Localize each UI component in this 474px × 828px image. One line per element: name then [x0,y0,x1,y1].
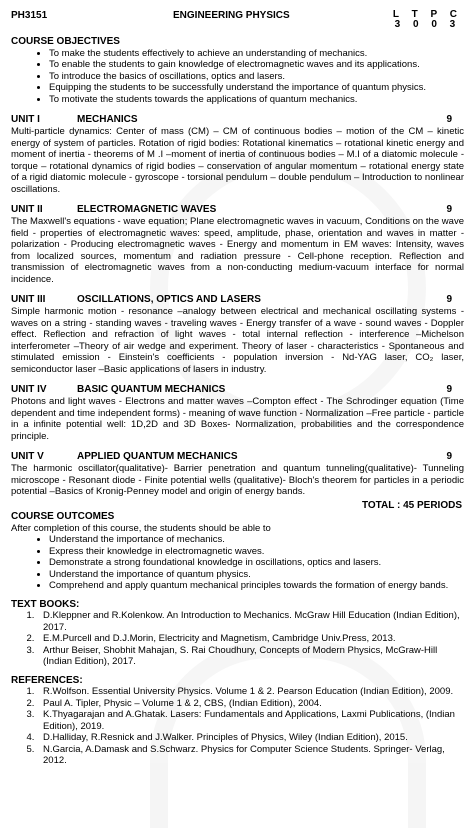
unit-heading [11,384,464,396]
textbook-item: 2. E.M.Purcell and D.J.Morin, Electricity and Magnetism, Cambridge Univ.Press, 2013. [37,633,464,645]
outcomes-heading: COURSE OUTCOMES [11,511,115,522]
unit-title: OSCILLATIONS, OPTICS AND LASERS [77,294,261,305]
unit-title: BASIC QUANTUM MECHANICS [77,384,226,395]
unit-content: Simple harmonic motion - resonance –analogy between electrical and mechanical oscillating systems - waves on a string - standing waves - traveling waves - Energy transfer of a wave - sound waves - Doppler effect. Reflection and refraction of light waves - total internal reflection - interference –Michelson interferometer –Theory of air wedge and experiment. Theory of laser - characteristics - Spontaneous and stimulated emission - Einstein's coefficients - population inversion - Nd-YAG laser, CO₂ laser, semiconductor laser –Basic applications of lasers in industry. [11,306,464,375]
ltpc-block [393,10,462,30]
unit-3 [11,294,464,375]
unit-heading [11,114,464,126]
unit-hours: 9 [446,294,452,305]
course-outcomes [11,511,464,592]
ltpc-letters: L T P C [392,9,462,20]
syllabus-page [11,8,464,767]
ltpc-values: 3 0 0 3 [394,19,461,30]
objective-item: • To motivate the students towards the applications of quantum mechanics. [49,94,464,106]
objective-item: • To make the students effectively to achieve an understanding of mechanics. [49,48,464,60]
objective-item: • To enable the students to gain knowledge of electromagnetic waves and its applications. [49,59,464,71]
textbook-item: 3. Arthur Beiser, Shobhit Mahajan, S. Rai Choudhury, Concepts of Modern Physics, McGraw-Hill (Indian Edition), 2017. [37,645,464,668]
unit-heading [11,451,464,463]
unit-4 [11,384,464,442]
total-periods: TOTAL : 45 PERIODS [361,499,462,511]
textbooks-heading: TEXT BOOKS: [11,598,80,610]
unit-content: The harmonic oscillator(qualitative)- Barrier penetration and quantum tunneling(qualitative)- Tunneling microscope - Resonant diode - Finite potential wells (qualitative)- Bloch's theorem for particles in a periodic potential –Basics of Kronig-Penney model and origin of energy bands. [11,463,464,497]
reference-item: 5. N.Garcia, A.Damask and S.Schwarz. Physics for Computer Science Students. Springer- Verlag, 2012. [37,744,464,767]
unit-content: Photons and light waves - Electrons and matter waves –Compton effect - The Schrodinger equation (Time dependent and time independent forms) - meaning of wave function - Normalization –Free particle - particle in a infinite potential well: 1D,2D and 3D Boxes- Normalization, probabilities and the correspondence principle. [11,396,464,442]
outcome-item: • Express their knowledge in electromagnetic waves. [49,546,464,558]
objectives-list [11,48,464,106]
outcomes-list [11,534,464,592]
unit-title: ELECTROMAGNETIC WAVES [77,204,217,215]
reference-item: 4. D.Halliday, R.Resnick and J.Walker. Principles of Physics, Wiley (Indian Edition), 2015. [37,732,464,744]
references [11,675,464,767]
unit-2 [11,204,464,285]
unit-hours: 9 [446,384,452,395]
textbook-item: 1. D.Kleppner and R.Kolenkow. An Introduction to Mechanics. McGraw Hill Education (Indian Edition), 2017. [37,610,464,633]
unit-number: UNIT I [11,114,40,125]
reference-item: 2. Paul A. Tipler, Physic – Volume 1 & 2, CBS, (Indian Edition), 2004. [37,698,464,710]
outcomes-intro: After completion of this course, the students should be able to [11,522,271,534]
unit-content: The Maxwell's equations - wave equation; Plane electromagnetic waves in vacuum, Conditions on the wave field - properties of electromagnetic waves: speed, amplitude, phase, orientation and waves in matter - polarization - Producing electromagnetic waves - Energy and momentum in EM waves: Intensity, waves from localized sources, momentum and radiation pressure - Cell-phone reception. Reflection and transmission of electromagnetic waves from a non-conducting medium-vacuum interface for normal incidence. [11,216,464,285]
text-books [11,599,464,668]
outcome-item: • Understand the importance of quantum physics. [49,569,464,581]
references-list [11,686,464,767]
course-objectives [11,36,464,105]
textbooks-list [11,610,464,668]
outcome-item: • Understand the importance of mechanics. [49,534,464,546]
course-code: PH3151 [11,10,48,21]
reference-item: 3. K.Thyagarajan and A.Ghatak. Lasers: Fundamentals and Applications, Laxmi Publications, (Indian Edition), 2019. [37,709,464,732]
objective-item: • Equipping the students to be successfully understand the importance of quantum physics. [49,82,464,94]
unit-title: APPLIED QUANTUM MECHANICS [77,451,238,462]
unit-heading [11,294,464,306]
references-heading: REFERENCES: [11,674,83,686]
unit-number: UNIT III [11,294,46,305]
unit-5 [11,451,464,498]
course-header [11,8,464,36]
objectives-heading: COURSE OBJECTIVES [11,36,120,47]
outcome-item: • Comprehend and apply quantum mechanical principles towards the formation of energy bands. [49,580,464,592]
unit-title: MECHANICS [77,114,138,125]
reference-item: 1. R.Wolfson. Essential University Physics. Volume 1 & 2. Pearson Education (Indian Edition), 2009. [37,686,464,698]
unit-hours: 9 [446,204,452,215]
unit-number: UNIT IV [11,384,47,395]
unit-content: Multi-particle dynamics: Center of mass (CM) – CM of continuous bodies – motion of the CM – kinetic energy of system of particles. Rotation of rigid bodies: Rotational kinematics – rotational kinetic energy and moment of inertia - theorems of M .I –moment of inertia of continuous bodies – M.I of a diatomic molecule - torque – rotational dynamics of rigid bodies – conservation of angular momentum – rotational energy state of a rigid diatomic molecule - gyroscope - torsional pendulum – double pendulum – Introduction to nonlinear oscillations. [11,126,464,195]
unit-heading [11,204,464,216]
unit-1 [11,114,464,195]
unit-number: UNIT II [11,204,43,215]
unit-hours: 9 [446,451,452,462]
unit-number: UNIT V [11,451,44,462]
outcome-item: • Demonstrate a strong foundational knowledge in oscillations, optics and lasers. [49,557,464,569]
course-title: ENGINEERING PHYSICS [173,10,290,21]
objective-item: • To introduce the basics of oscillations, optics and lasers. [49,71,464,83]
unit-hours: 9 [446,114,452,125]
